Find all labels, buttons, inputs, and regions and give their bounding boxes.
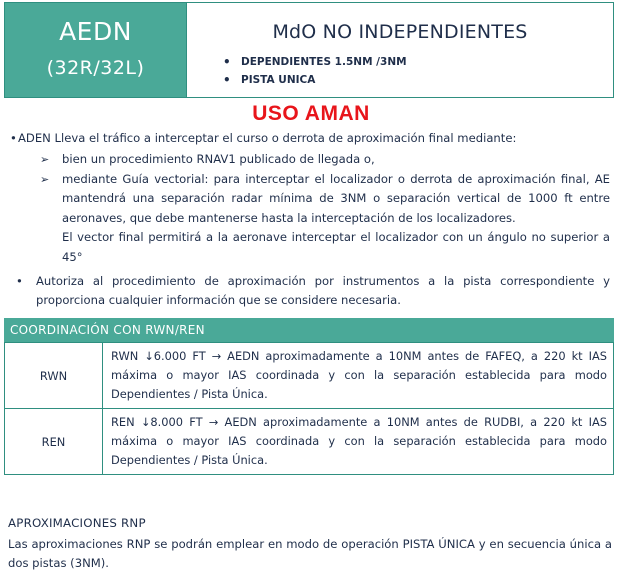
rnp-section-text: Las aproximaciones RNP se podrán emplear en modo de operación PISTA ÚNICA y en secuencia única a dos pistas (3NM). — [8, 537, 612, 570]
sub-bullet-vectoring — [40, 170, 610, 267]
bullet-authorize-text: Autoriza al procedimiento de aproximación por instrumentos a la pista correspondiente y proporciona cualquier información que se considere necesaria. — [36, 274, 610, 308]
header-code: AEDN — [59, 17, 132, 46]
table-row — [5, 409, 614, 475]
header-mode-list — [223, 53, 407, 89]
uso-aman-banner: USO AMAN — [252, 102, 370, 125]
header-runways: (32R/32L) — [46, 57, 145, 79]
arrow-bullet-icon: ➢ — [40, 153, 50, 166]
rnp-section-title: APROXIMACIONES RNP — [8, 516, 146, 530]
bullet-dot-icon: • — [16, 274, 23, 288]
header-mode-item: • DEPENDIENTES 1.5NM /3NM — [223, 53, 407, 71]
coordination-header: COORDINACIÓN CON RWN/REN — [4, 318, 614, 342]
arrow-bullet-icon: ➢ — [40, 173, 50, 186]
header-title: MdO NO INDEPENDIENTES — [272, 21, 528, 43]
header-mode-item: • PISTA UNICA — [223, 71, 407, 89]
header-code-panel — [5, 3, 187, 97]
header-mode-panel — [187, 3, 613, 97]
table-row — [5, 343, 614, 409]
bullet-authorize — [16, 272, 610, 311]
row-text: RWN ↓6.000 FT → AEDN aproximadamente a 10NM antes de FAFEQ, a 220 kt IAS máxima o mayor IAS coordinada y con la separación establecida para modo Dependientes / Pista Única. — [103, 343, 614, 409]
bullet-dot-icon: • — [10, 131, 17, 145]
sub-bullet-text-continued: El vector final permitirá a la aeronave interceptar el localizador con un ángulo no superior a 45° — [62, 230, 610, 264]
sub-bullet-text: bien un procedimiento RNAV1 publicado de llegada o, — [62, 152, 375, 166]
bullet-intro-text: ADEN Lleva el tráfico a interceptar el curso o derrota de aproximación final mediante: — [18, 131, 517, 145]
sub-bullet-rnav — [40, 150, 610, 169]
row-text: REN ↓8.000 FT → AEDN aproximadamente a 10NM antes de RUDBI, a 220 kt IAS máxima o mayor IAS coordinada y con la separación establecida para modo Dependientes / Pista Única. — [103, 409, 614, 475]
row-label: REN — [5, 409, 103, 475]
coordination-table — [4, 342, 614, 475]
sub-bullet-text: mediante Guía vectorial: para interceptar el localizador o derrota de aproximación final, AE mantendrá una separación radar mínima de 3NM o separación vertical de 1000 ft entre aeronaves, que debe mantenerse hasta la interceptación de los localizadores. — [62, 172, 610, 225]
row-label: RWN — [5, 343, 103, 409]
header-box — [4, 2, 614, 98]
bullet-intro — [10, 131, 610, 145]
